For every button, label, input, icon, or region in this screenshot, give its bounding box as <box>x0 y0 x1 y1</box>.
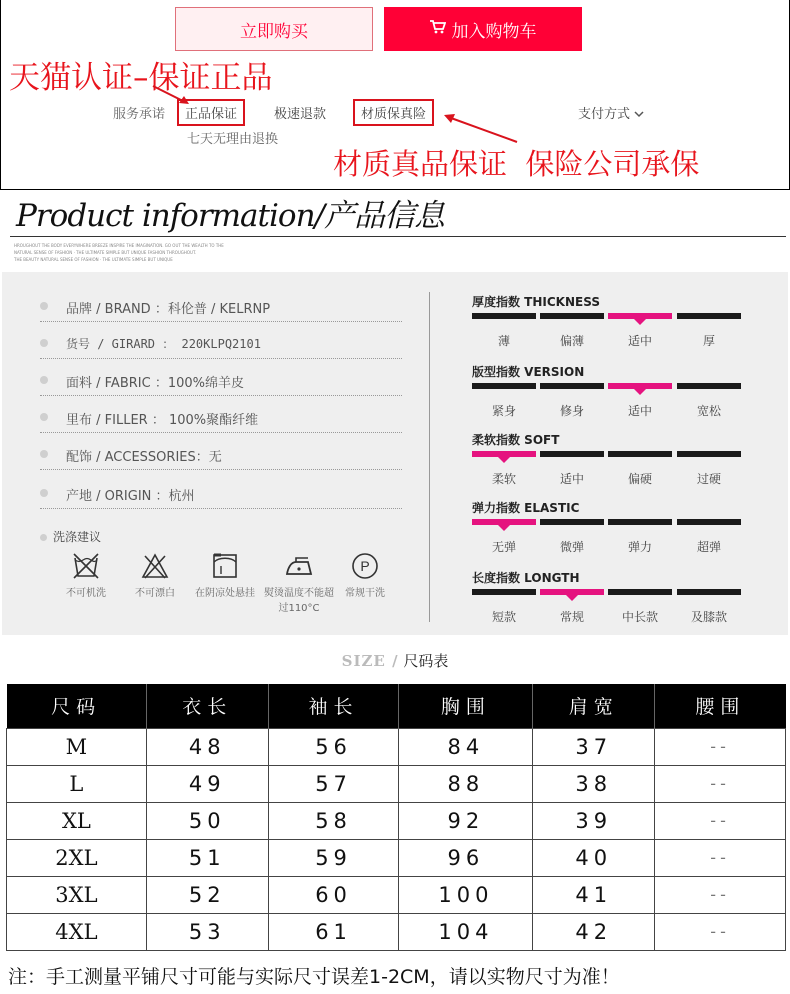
table-cell: -- <box>655 913 786 950</box>
bullet-icon <box>40 302 48 310</box>
table-cell: 58 <box>268 802 399 839</box>
index-title: 柔软指数 SOFT <box>472 433 560 447</box>
table-cell: 61 <box>268 913 399 950</box>
selected-marker-icon <box>498 457 510 463</box>
table-row <box>7 765 786 802</box>
index-bar <box>608 451 672 457</box>
index-bar <box>677 383 741 389</box>
table-cell: 3XL <box>7 876 147 913</box>
index-option-label: 微弹 <box>559 540 584 554</box>
attribute-row <box>40 446 402 470</box>
table-cell: M <box>7 728 147 765</box>
table-cell: 88 <box>399 765 533 802</box>
size-title-cn: 尺码表 <box>403 652 449 670</box>
bullet-icon <box>40 534 47 541</box>
table-cell: 100 <box>399 876 533 913</box>
fine-print-line: HROUGHOUT THE BODY EVERYWHERE BREEZE INSPIRE THE IMAGINATION. GO OUT THE WEALTH TO THE <box>14 243 224 248</box>
attribute-text: 面料 / FABRIC ：100%绵羊皮 <box>66 376 244 391</box>
size-title-en: SIZE / <box>341 652 399 670</box>
index-bar <box>540 519 604 525</box>
index-option-label: 宽松 <box>696 404 721 418</box>
size-chart-title <box>0 650 790 671</box>
material-guarantee-banner: 材质真品保证 保险公司承保 <box>333 147 700 181</box>
table-header-row <box>7 684 786 728</box>
attribute-text: 里布 / FILLER ： 100%聚酯纤维 <box>66 413 259 428</box>
column-header: 衣长 <box>146 684 268 728</box>
table-cell: 37 <box>533 728 655 765</box>
table-cell: 51 <box>146 839 268 876</box>
index-option-label: 中长款 <box>621 610 658 624</box>
index-bar <box>608 589 672 595</box>
care-label: 不可机洗 <box>66 588 106 599</box>
table-cell: 50 <box>146 802 268 839</box>
care-label: 常规干洗 <box>345 588 385 599</box>
buy-now-button[interactable]: 立即购买 <box>175 7 373 51</box>
table-cell: 42 <box>533 913 655 950</box>
selected-marker-icon <box>634 319 646 325</box>
table-cell: 52 <box>146 876 268 913</box>
svg-text:P: P <box>360 558 370 574</box>
arrow-annotation-2 <box>441 112 521 146</box>
index-option-label: 及膝款 <box>690 610 727 624</box>
attribute-row <box>40 372 402 396</box>
no-machine-wash-icon <box>72 552 100 580</box>
table-row <box>7 839 786 876</box>
no-bleach-icon <box>141 552 169 580</box>
index-option-label: 弹力 <box>627 540 652 554</box>
index-option-label: 超弹 <box>696 540 721 554</box>
care-label: 在阴凉处悬挂 <box>195 588 255 599</box>
fine-print-line: THE BEAUTY NATURAL SENSE OF FASHION · THE ULTIMATE SIMPLE BUT UNIQUE <box>14 257 173 262</box>
panel-divider <box>429 292 430 622</box>
attribute-row <box>40 409 402 433</box>
index-option-label: 无弹 <box>491 540 516 554</box>
add-to-cart-label: 加入购物车 <box>451 21 537 42</box>
table-cell: 60 <box>268 876 399 913</box>
column-header: 腰围 <box>655 684 786 728</box>
table-cell: -- <box>655 728 786 765</box>
index-option-label: 柔软 <box>491 472 516 486</box>
care-item <box>264 552 334 614</box>
index-bar <box>472 313 536 319</box>
table-cell: 4XL <box>7 913 147 950</box>
table-cell: L <box>7 765 147 802</box>
measurement-note: 注：手工测量平铺尺寸可能与实际尺寸误差1-2CM，请以实物尺寸为准！ <box>8 966 620 988</box>
service-material-insurance[interactable]: 材质保真险 <box>353 99 434 126</box>
attribute-text: 品牌 / BRAND ：科伦普 / KELRNP <box>66 302 271 317</box>
table-cell: 84 <box>399 728 533 765</box>
index-option-label: 常规 <box>559 610 584 624</box>
size-table <box>6 684 786 951</box>
care-label: 熨烫温度不能超过110°C <box>264 588 334 614</box>
table-cell: 48 <box>146 728 268 765</box>
index-title: 弹力指数 ELASTIC <box>472 501 580 515</box>
selected-marker-icon <box>634 389 646 395</box>
care-title <box>40 528 101 545</box>
index-bar <box>472 383 536 389</box>
table-cell: 2XL <box>7 839 147 876</box>
table-cell: 40 <box>533 839 655 876</box>
attribute-row <box>40 335 402 359</box>
care-item <box>51 552 121 599</box>
index-title: 厚度指数 THICKNESS <box>472 295 600 309</box>
index-bar <box>677 589 741 595</box>
purchase-panel <box>0 0 790 190</box>
table-cell: 104 <box>399 913 533 950</box>
index-option-label: 短款 <box>491 610 516 624</box>
table-cell: 56 <box>268 728 399 765</box>
service-seven-day-return[interactable]: 七天无理由退换 <box>187 132 279 147</box>
index-bar <box>677 451 741 457</box>
care-title-text: 洗涤建议 <box>53 530 102 544</box>
index-bar <box>608 519 672 525</box>
table-cell: 57 <box>268 765 399 802</box>
column-header: 尺码 <box>7 684 147 728</box>
index-option-label: 适中 <box>627 404 652 418</box>
index-option-label: 薄 <box>497 334 510 348</box>
index-option-label: 适中 <box>559 472 584 486</box>
chevron-down-icon <box>634 107 644 122</box>
fine-print-line: NATURAL SENSE OF FASHION · THE ULTIMATE SIMPLE BUT UNIQUE FASHION THROUGHOUT. <box>14 250 197 255</box>
index-option-label: 修身 <box>559 404 584 418</box>
care-item <box>330 552 400 599</box>
table-row <box>7 802 786 839</box>
care-label: 不可漂白 <box>135 588 175 599</box>
index-bar <box>677 519 741 525</box>
care-item <box>190 552 260 599</box>
table-cell: -- <box>655 876 786 913</box>
attribute-text: 配饰 / ACCESSORIES：无 <box>66 450 222 465</box>
divider <box>10 236 786 237</box>
column-header: 袖长 <box>268 684 399 728</box>
index-option-label: 厚 <box>702 334 715 348</box>
table-cell: 53 <box>146 913 268 950</box>
table-cell: 49 <box>146 765 268 802</box>
service-fast-refund[interactable]: 极速退款 <box>274 107 327 122</box>
bullet-icon <box>40 489 48 497</box>
dry-clean-icon <box>350 552 380 580</box>
index-bar <box>540 383 604 389</box>
index-option-label: 偏薄 <box>559 334 584 348</box>
selected-marker-icon <box>498 525 510 531</box>
product-info-title: Product information/产品信息 <box>16 198 444 234</box>
care-item <box>120 552 190 599</box>
index-option-label: 适中 <box>627 334 652 348</box>
payment-method-dropdown[interactable] <box>578 103 644 122</box>
service-genuine-guarantee[interactable]: 正品保证 <box>177 99 245 126</box>
iron-icon <box>283 552 315 580</box>
payment-method-label: 支付方式 <box>578 107 631 122</box>
attribute-text: 产地 / ORIGIN ：杭州 <box>66 489 195 504</box>
bullet-icon <box>40 450 48 458</box>
index-bar <box>677 313 741 319</box>
table-row <box>7 876 786 913</box>
index-title: 版型指数 VERSION <box>472 365 585 379</box>
add-to-cart-button[interactable] <box>384 7 582 51</box>
table-cell: -- <box>655 839 786 876</box>
table-row <box>7 728 786 765</box>
table-cell: 96 <box>399 839 533 876</box>
attribute-row <box>40 485 402 509</box>
service-promise-label: 服务承诺 <box>113 107 166 122</box>
bullet-icon <box>40 339 48 347</box>
table-cell: 39 <box>533 802 655 839</box>
index-bar <box>540 451 604 457</box>
bullet-icon <box>40 413 48 421</box>
attribute-row <box>40 298 402 322</box>
table-cell: 41 <box>533 876 655 913</box>
index-option-label: 偏硬 <box>627 472 652 486</box>
table-cell: 92 <box>399 802 533 839</box>
index-option-label: 过硬 <box>696 472 721 486</box>
table-cell: XL <box>7 802 147 839</box>
attribute-text: 货号 / GIRARD ： 220KLPQ2101 <box>66 337 261 351</box>
index-bar <box>540 313 604 319</box>
column-header: 肩宽 <box>533 684 655 728</box>
table-cell: 38 <box>533 765 655 802</box>
table-cell: 59 <box>268 839 399 876</box>
hang-dry-shade-icon <box>211 552 239 580</box>
table-cell: -- <box>655 765 786 802</box>
bullet-icon <box>40 376 48 384</box>
cart-icon <box>430 19 446 39</box>
index-bar <box>472 589 536 595</box>
tmall-certified-banner: 天猫认证–保证正品 <box>9 60 273 96</box>
column-header: 胸围 <box>399 684 533 728</box>
table-row <box>7 913 786 950</box>
index-option-label: 紧身 <box>491 404 516 418</box>
index-title: 长度指数 LONGTH <box>472 571 580 585</box>
table-cell: -- <box>655 802 786 839</box>
selected-marker-icon <box>566 595 578 601</box>
